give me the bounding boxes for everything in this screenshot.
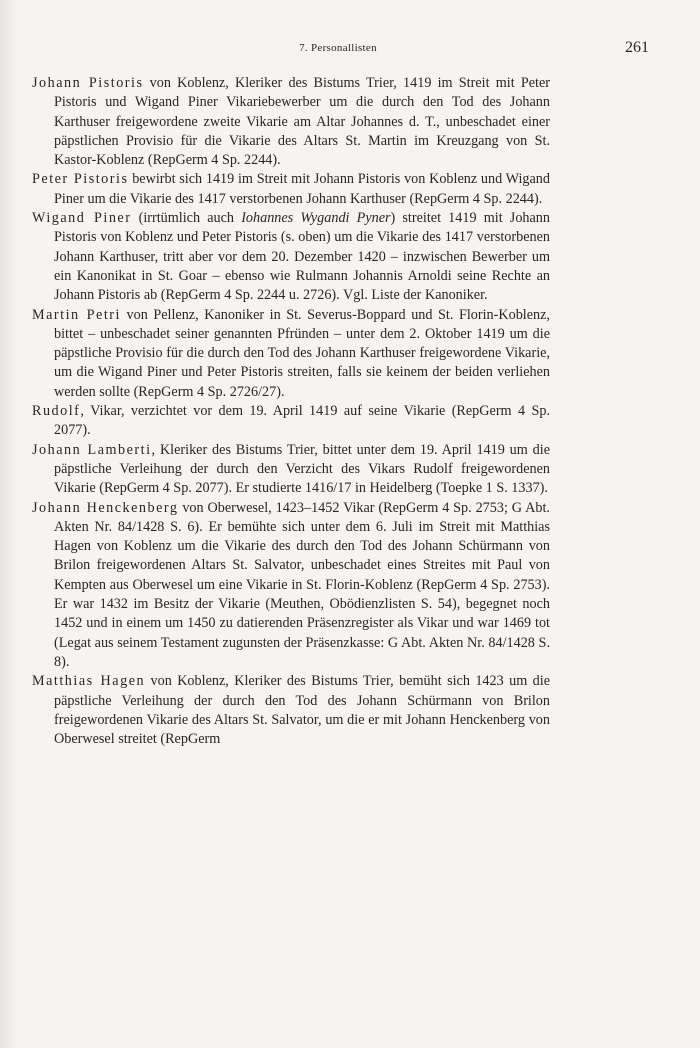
- running-title: 7. Personallisten: [299, 42, 377, 54]
- list-entry: [32, 499, 550, 673]
- entry-text: , Kleriker des Bistums Trier, bittet unter dem 19. April 1419 um die päpstliche Verleihung der durch den Verzicht des Vikars Rudolf freigewordenen Vikarie (RepGerm 4 Sp. 2077). Er studierte 1416/17 in Heidelberg (Toepke 1 S. 1337).: [54, 441, 550, 497]
- entry-text: von Pellenz, Kanoniker in St. Severus-Boppard und St. Florin-Koblenz, bittet – unbeschadet seiner genannten Pfründen – unter dem 2. Oktober 1419 um die päpstliche Provisio für die durch den Tod des Johann Karthuser freigewordene Vikarie, um die Wigand Piner und Peter Pistoris streiten, falls sie keinem der beiden verliehen werden sollte (RepGerm 4 Sp. 2726/27).: [54, 306, 550, 400]
- page-fold-shadow: [0, 0, 18, 1048]
- entry-text: (irrtümlich auch: [131, 210, 242, 227]
- entry-name: Johann Henckenberg: [32, 499, 179, 516]
- entry-italic-variant: Iohannes Wygandi Pyner: [241, 210, 391, 227]
- entry-text-continued: ) streitet 1419 mit Johann Pistoris von Koblenz und Peter Pistoris (s. oben) um die Vikarie des 1417 verstorbenen Johann Karthuser, tritt aber vor dem 20. Dezember 1420 – inzwischen Bewerber um ein Kanonikat in St. Goar – ebenso wie Rulmann Johannis Arnoldi seine Rechte an Johann Pistoris ab (RepGerm 4 Sp. 2244 u. 2726). Vgl. Liste der Kanoniker.: [54, 210, 550, 304]
- page-header: [32, 39, 649, 64]
- list-entry: [32, 402, 550, 441]
- list-entry: [32, 74, 550, 170]
- page-number: 261: [625, 39, 649, 56]
- list-entries: [32, 74, 550, 749]
- list-entry: [32, 672, 550, 749]
- list-entry: [32, 170, 550, 209]
- entry-name: Matthias Hagen: [32, 673, 146, 690]
- entry-name: Wigand Piner: [32, 210, 132, 227]
- entry-text: bewirbt sich 1419 im Streit mit Johann Pistoris von Koblenz und Wigand Piner um die Vikarie des 1417 verstorbenen Johann Karthuser (RepGerm 4 Sp. 2244).: [54, 171, 550, 207]
- entry-text: , Vikar, verzichtet vor dem 19. April 1419 auf seine Vikarie (RepGerm 4 Sp. 2077).: [54, 403, 550, 439]
- entry-name: Johann Pistoris: [32, 75, 144, 91]
- entry-name: Peter Pistoris: [32, 171, 129, 188]
- entry-name: Johann Lamberti: [32, 441, 152, 458]
- list-entry: [32, 441, 550, 499]
- entry-text: von Koblenz, Kleriker des Bistums Trier, 1419 im Streit mit Peter Pistoris und Wigand Piner Vikariebewerber um die durch den Tod des Johann Karthuser freigewordene zweite Vikarie am Altar Johannes d. T., unbeschadet einer päpstlichen Provisio für die Vikarie des Altars St. Martin im Kreuzgang von St. Kastor-Koblenz (RepGerm 4 Sp. 2244).: [54, 75, 550, 169]
- list-entry: [32, 209, 550, 305]
- entry-text: von Koblenz, Kleriker des Bistums Trier, bemüht sich 1423 um die päpstliche Verleihung der durch den Tod des Johann Schürmann von Brilon freigewordenen Vikarie des Altars St. Salvator, um die er mit Johann Henckenberg von Oberwesel streitet (RepGerm: [54, 673, 550, 748]
- entry-text: von Oberwesel, 1423–1452 Vikar (RepGerm 4 Sp. 2753; G Abt. Akten Nr. 84/1428 S. 6). Er bemühte sich unter dem 6. Juli im Streit mit Matthias Hagen von Koblenz um die Vikarie des durch den Tod des Johann Schürmann von Brilon freigewordenen Altars St. Salvator, unbeschadet eines Streites mit Paul von Kempten aus Oberwesel um eine Vikarie in St. Florin-Koblenz (RepGerm 4 Sp. 2753). Er war 1432 im Besitz der Vikarie (Meuthen, Obödienzlisten S. 54), begegnet noch 1452 und in einem um 1450 zu datierenden Präsenzregister als Vikar und war 1469 tot (Legat aus seinem Testament zugunsten der Präsenzkasse: G Abt. Akten Nr. 84/1428 S. 8).: [54, 499, 550, 670]
- list-entry: [32, 306, 550, 402]
- entry-name: Rudolf: [32, 403, 81, 420]
- entry-name: Martin Petri: [32, 306, 121, 323]
